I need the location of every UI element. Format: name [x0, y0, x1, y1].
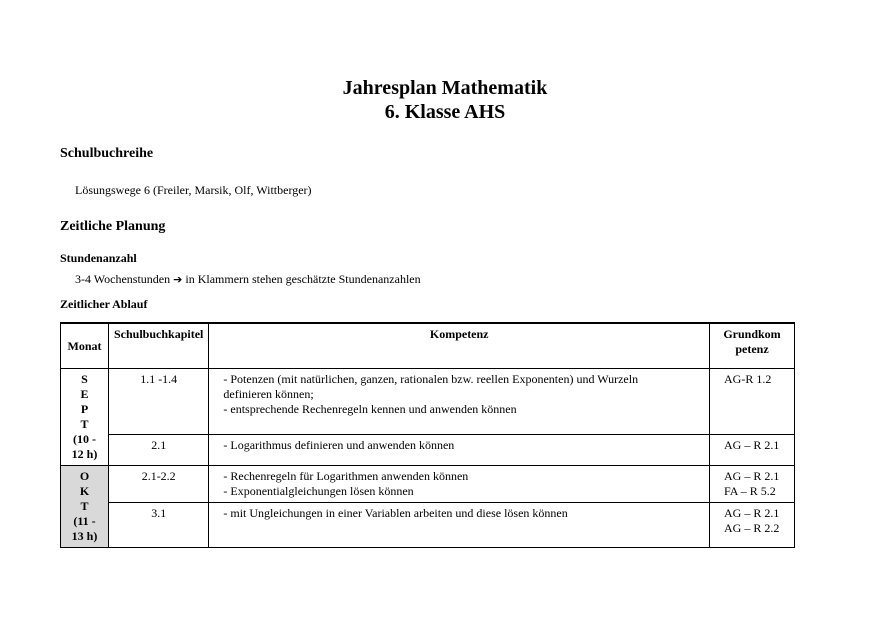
- grundkompetenz-cell: [710, 369, 795, 435]
- title-line-1: Jahresplan Mathematik: [342, 77, 548, 99]
- grundkompetenz-line: AG – R 2.1: [724, 469, 780, 483]
- header-kompetenz: Kompetenz: [209, 323, 710, 369]
- month-letter: O: [79, 469, 90, 483]
- grundkompetenz-cell: [710, 435, 795, 466]
- month-letter: K: [79, 484, 90, 498]
- month-cell-okt: [61, 466, 109, 548]
- title-line-2: 6. Klasse AHS: [384, 101, 506, 123]
- month-hours: (10 - 12 h): [71, 432, 98, 461]
- schulbuchreihe-heading: Schulbuchreihe: [60, 146, 154, 161]
- stundenanzahl-heading: Stundenanzahl: [60, 251, 137, 265]
- month-letter: T: [80, 417, 89, 431]
- kapitel-cell: 2.1-2.2: [109, 466, 209, 503]
- grundkompetenz-line: AG-R 1.2: [724, 372, 772, 386]
- kapitel-cell: 3.1: [109, 503, 209, 548]
- kompetenz-line: - Exponentialgleichungen lösen können: [223, 484, 414, 498]
- header-kapitel: Schulbuchkapitel: [109, 323, 209, 369]
- grundkompetenz-line: AG – R 2.1: [724, 438, 780, 452]
- month-letter: S: [81, 372, 88, 386]
- stunden-suffix: in Klammern stehen geschätzte Stundenanzahlen: [185, 272, 421, 286]
- grundkompetenz-cell: [710, 466, 795, 503]
- kompetenz-cell: [209, 435, 710, 466]
- schulbuch-text: Lösungswege 6 (Freiler, Marsik, Olf, Wittberger): [75, 183, 312, 197]
- header-grund-line-1: Grundkom: [723, 327, 781, 341]
- table-row: [61, 466, 795, 503]
- stunden-text: [75, 272, 421, 287]
- grundkompetenz-line: FA – R 5.2: [724, 484, 776, 498]
- kompetenz-line: - mit Ungleichungen in einer Variablen arbeiten und diese lösen können: [223, 506, 568, 520]
- kapitel-cell: 1.1 -1.4: [109, 369, 209, 435]
- month-letter: E: [80, 387, 89, 401]
- kompetenz-line: - Logarithmus definieren und anwenden können: [223, 438, 455, 452]
- grundkompetenz-line: AG – R 2.2: [724, 521, 780, 535]
- kompetenz-cell: [209, 503, 710, 548]
- header-monat: Monat: [61, 323, 109, 369]
- header-grundkompetenz: [710, 323, 795, 369]
- kompetenz-cell: [209, 466, 710, 503]
- table-row: [61, 369, 795, 435]
- header-grund-line-2: petenz: [735, 342, 769, 356]
- month-letter: P: [80, 402, 89, 416]
- grundkompetenz-cell: [710, 503, 795, 548]
- table-row: [61, 435, 795, 466]
- month-letter: T: [80, 499, 89, 513]
- zeitliche-planung-heading: Zeitliche Planung: [60, 219, 166, 234]
- kapitel-cell: 2.1: [109, 435, 209, 466]
- table-header-row: [61, 323, 795, 369]
- month-hours: (11 - 13 h): [71, 514, 98, 543]
- kompetenz-line: definieren können;: [223, 387, 314, 401]
- kompetenz-line: - entsprechende Rechenregeln kennen und anwenden können: [223, 402, 517, 416]
- kompetenz-line: - Potenzen (mit natürlichen, ganzen, rationalen bzw. reellen Exponenten) und Wurzeln: [223, 372, 639, 386]
- table-row: [61, 503, 795, 548]
- jahresplan-table: [60, 322, 795, 548]
- arrow-right-icon: ➔: [173, 273, 183, 286]
- stunden-prefix: 3-4 Wochenstunden: [75, 272, 171, 286]
- month-cell-sept: [61, 369, 109, 466]
- document-title: [0, 76, 890, 124]
- zeitlicher-ablauf-heading: Zeitlicher Ablauf: [60, 297, 148, 311]
- grundkompetenz-line: AG – R 2.1: [724, 506, 780, 520]
- kompetenz-cell: [209, 369, 710, 435]
- kompetenz-line: - Rechenregeln für Logarithmen anwenden können: [223, 469, 469, 483]
